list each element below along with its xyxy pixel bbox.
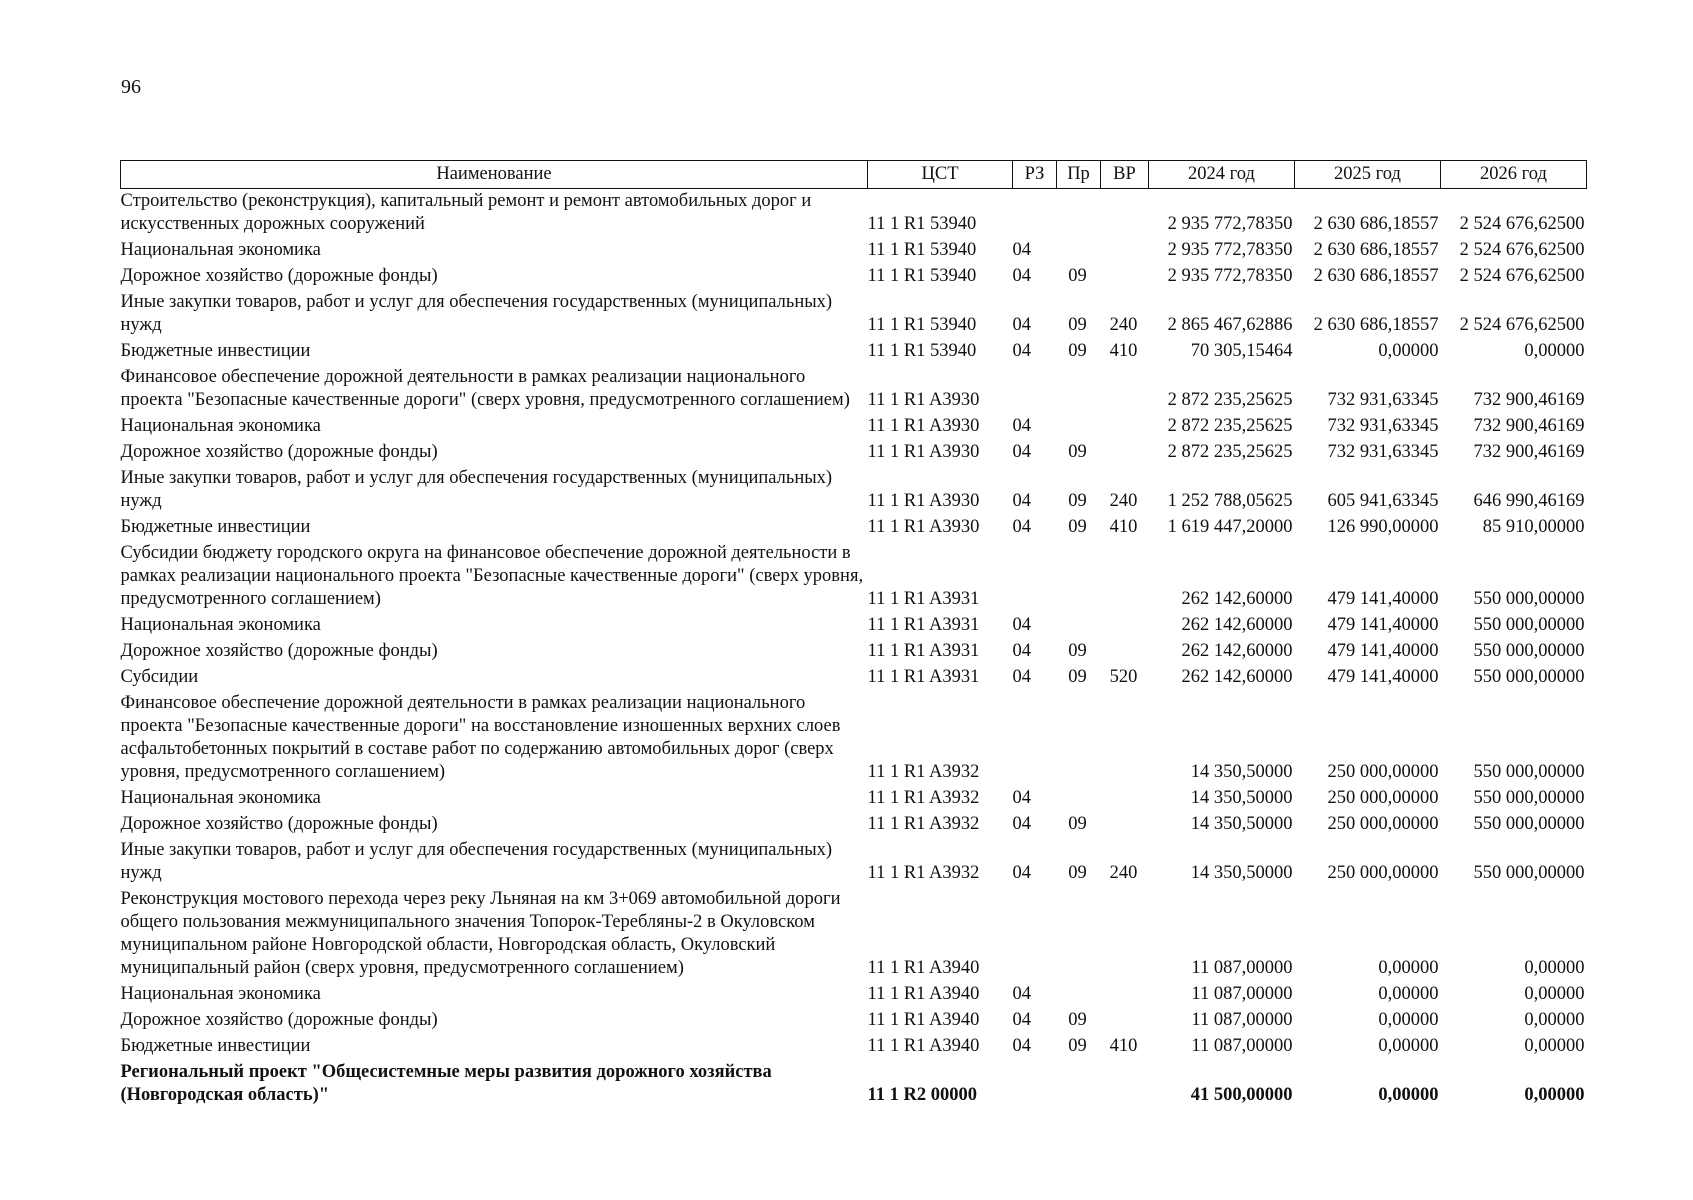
row-vr: [1101, 982, 1149, 1008]
table-row: [121, 290, 1587, 339]
header-pr: Пр: [1057, 161, 1101, 189]
row-rz: 04: [1012, 863, 1031, 883]
row-pr: 09: [1068, 315, 1087, 335]
row-2024: 1 252 788,05625: [1167, 491, 1293, 511]
row-2024: 41 500,00000: [1190, 1085, 1293, 1105]
header-rz: РЗ: [1013, 161, 1057, 189]
row-vr: [1101, 365, 1149, 414]
row-rz: 04: [1012, 315, 1031, 335]
row-cst: 11 1 R2 00000: [867, 1085, 977, 1105]
row-cst: 11 1 R1 A3932: [867, 814, 980, 834]
row-2024: 262 142,60000: [1181, 667, 1293, 687]
row-name: Национальная экономика: [120, 984, 321, 1004]
row-2024: 2 865 467,62886: [1167, 315, 1293, 335]
table-row: [121, 786, 1587, 812]
row-2025: 732 931,63345: [1327, 390, 1439, 410]
row-name: Иные закупки товаров, работ и услуг для обеспечения государственных (муниципальных) нужд: [120, 840, 833, 883]
row-rz: [1013, 1060, 1057, 1109]
row-rz: 04: [1012, 442, 1031, 462]
row-pr: 09: [1068, 814, 1087, 834]
table-row: [121, 1034, 1587, 1060]
row-vr: [1101, 887, 1149, 982]
row-name: Субсидии: [120, 667, 199, 687]
table-row: [121, 264, 1587, 290]
row-2024: 262 142,60000: [1181, 641, 1293, 661]
row-vr: [1101, 189, 1149, 239]
row-rz: 04: [1012, 1010, 1031, 1030]
row-cst: 11 1 R1 A3930: [867, 390, 980, 410]
row-2025: 0,00000: [1378, 984, 1439, 1004]
table-row: [121, 665, 1587, 691]
table-row: [121, 440, 1587, 466]
row-pr: [1057, 541, 1101, 613]
table-row: [121, 365, 1587, 414]
table-row: [121, 812, 1587, 838]
table-body: [121, 189, 1587, 1110]
row-cst: 11 1 R1 A3930: [867, 416, 980, 436]
row-cst: 11 1 R1 A3940: [867, 1036, 980, 1056]
row-2025: 0,00000: [1378, 1036, 1439, 1056]
row-vr: 410: [1109, 341, 1138, 361]
header-2025: 2025 год: [1295, 161, 1441, 189]
row-2024: 70 305,15464: [1190, 341, 1293, 361]
row-cst: 11 1 R1 53940: [867, 240, 977, 260]
row-2024: 2 872 235,25625: [1167, 390, 1293, 410]
row-vr: 240: [1109, 315, 1138, 335]
row-pr: 09: [1068, 266, 1087, 286]
row-pr: 09: [1068, 341, 1087, 361]
table-row: [121, 1008, 1587, 1034]
row-2024: 2 935 772,78350: [1167, 214, 1293, 234]
row-2025: 126 990,00000: [1327, 517, 1439, 537]
row-name: Финансовое обеспечение дорожной деятельности в рамках реализации национального проекта "Безопасные качественные дороги" (сверх уровня, предусмотренного соглашением): [120, 367, 850, 410]
row-2024: 14 350,50000: [1190, 762, 1293, 782]
row-2025: 0,00000: [1378, 1010, 1439, 1030]
row-2026: 550 000,00000: [1473, 641, 1585, 661]
row-cst: 11 1 R1 A3940: [867, 984, 980, 1004]
row-2025: 250 000,00000: [1327, 863, 1439, 883]
row-vr: [1101, 812, 1149, 838]
row-2026: 2 524 676,62500: [1459, 315, 1585, 335]
row-2025: 2 630 686,18557: [1313, 315, 1439, 335]
row-rz: 04: [1012, 491, 1031, 511]
row-cst: 11 1 R1 A3932: [867, 788, 980, 808]
row-vr: [1101, 1060, 1149, 1109]
row-rz: 04: [1012, 517, 1031, 537]
row-2025: 0,00000: [1378, 958, 1439, 978]
table-row: [121, 838, 1587, 887]
row-2026: 550 000,00000: [1473, 863, 1585, 883]
row-2026: 550 000,00000: [1473, 589, 1585, 609]
table-row: [121, 515, 1587, 541]
row-pr: [1057, 1060, 1101, 1109]
row-2025: 0,00000: [1378, 1085, 1439, 1105]
row-cst: 11 1 R1 A3940: [867, 1010, 980, 1030]
row-name: Строительство (реконструкция), капитальный ремонт и ремонт автомобильных дорог и искусственных дорожных сооружений: [120, 191, 812, 234]
row-2025: 605 941,63345: [1327, 491, 1439, 511]
header-cst: ЦСТ: [868, 161, 1013, 189]
table-row: [121, 238, 1587, 264]
table-header: [121, 161, 1587, 189]
row-cst: 11 1 R1 53940: [867, 266, 977, 286]
row-cst: 11 1 R1 A3931: [867, 615, 980, 635]
row-pr: 09: [1068, 517, 1087, 537]
row-2025: 2 630 686,18557: [1313, 266, 1439, 286]
header-2024: 2024 год: [1149, 161, 1295, 189]
row-2024: 2 935 772,78350: [1167, 266, 1293, 286]
row-2026: 0,00000: [1524, 1085, 1585, 1105]
row-2024: 2 872 235,25625: [1167, 442, 1293, 462]
table-row: [121, 691, 1587, 786]
row-2026: 0,00000: [1524, 341, 1585, 361]
row-name: Иные закупки товаров, работ и услуг для обеспечения государственных (муниципальных) нужд: [120, 468, 833, 511]
row-2025: 479 141,40000: [1327, 667, 1439, 687]
row-name: Национальная экономика: [120, 615, 321, 635]
row-pr: 09: [1068, 863, 1087, 883]
row-vr: [1101, 238, 1149, 264]
row-2025: 2 630 686,18557: [1313, 214, 1439, 234]
row-cst: 11 1 R1 A3930: [867, 491, 980, 511]
row-rz: 04: [1012, 814, 1031, 834]
row-2026: 2 524 676,62500: [1459, 266, 1585, 286]
row-2026: 0,00000: [1524, 958, 1585, 978]
header-name: Наименование: [121, 161, 868, 189]
row-name: Национальная экономика: [120, 788, 321, 808]
row-name: Реконструкция мостового перехода через реку Льняная на км 3+069 автомобильной дороги общего пользования межмуниципального значения Топорок-Теребляны-2 в Окуловском муниципальном районе Новгородской области, Новгородская область, Окуловский муниципальный район (сверх уровня, предусмотренного соглашением): [120, 889, 841, 978]
row-vr: 410: [1109, 517, 1138, 537]
row-rz: [1013, 887, 1057, 982]
header-2026: 2026 год: [1441, 161, 1587, 189]
row-pr: 09: [1068, 442, 1087, 462]
table-row: [121, 339, 1587, 365]
row-pr: 09: [1068, 667, 1087, 687]
table-row: [121, 189, 1587, 239]
row-cst: 11 1 R1 A3930: [867, 442, 980, 462]
table-row: [121, 1060, 1587, 1109]
row-2025: 0,00000: [1378, 341, 1439, 361]
row-2024: 262 142,60000: [1181, 615, 1293, 635]
row-2026: 550 000,00000: [1473, 615, 1585, 635]
row-vr: 240: [1109, 863, 1138, 883]
row-name: Дорожное хозяйство (дорожные фонды): [120, 814, 438, 834]
table-row: [121, 887, 1587, 982]
row-cst: 11 1 R1 A3931: [867, 589, 980, 609]
row-name: Дорожное хозяйство (дорожные фонды): [120, 641, 438, 661]
table-row: [121, 613, 1587, 639]
row-cst: 11 1 R1 53940: [867, 315, 977, 335]
row-pr: 09: [1068, 1036, 1087, 1056]
row-2025: 479 141,40000: [1327, 641, 1439, 661]
row-2026: 0,00000: [1524, 1010, 1585, 1030]
row-2026: 550 000,00000: [1473, 788, 1585, 808]
header-row: [121, 161, 1587, 189]
row-rz: 04: [1012, 1036, 1031, 1056]
row-rz: [1013, 189, 1057, 239]
row-2025: 250 000,00000: [1327, 788, 1439, 808]
row-name: Бюджетные инвестиции: [120, 341, 311, 361]
row-cst: 11 1 R1 53940: [867, 214, 977, 234]
page-number: 96: [121, 76, 141, 98]
row-vr: [1101, 613, 1149, 639]
row-2025: 2 630 686,18557: [1313, 240, 1439, 260]
row-2024: 14 350,50000: [1190, 863, 1293, 883]
table-row: [121, 541, 1587, 613]
budget-table: [120, 160, 1587, 1109]
row-name: Субсидии бюджету городского округа на финансовое обеспечение дорожной деятельности в рамках реализации национального проекта "Безопасные качественные дороги" (сверх уровня, предусмотренного соглашением): [120, 543, 864, 609]
row-name: Региональный проект "Общесистемные меры развития дорожного хозяйства (Новгородская область)": [120, 1062, 772, 1105]
row-vr: 240: [1109, 491, 1138, 511]
row-name: Дорожное хозяйство (дорожные фонды): [120, 266, 438, 286]
row-vr: [1101, 691, 1149, 786]
row-cst: 11 1 R1 A3932: [867, 762, 980, 782]
row-name: Национальная экономика: [120, 240, 321, 260]
row-vr: [1101, 264, 1149, 290]
row-2026: 0,00000: [1524, 1036, 1585, 1056]
row-rz: 04: [1012, 240, 1031, 260]
row-vr: 410: [1109, 1036, 1138, 1056]
row-pr: [1057, 887, 1101, 982]
row-cst: 11 1 R1 A3931: [867, 641, 980, 661]
row-2026: 732 900,46169: [1473, 390, 1585, 410]
row-2026: 550 000,00000: [1473, 667, 1585, 687]
row-2026: 646 990,46169: [1473, 491, 1585, 511]
row-2026: 550 000,00000: [1473, 762, 1585, 782]
row-pr: [1057, 189, 1101, 239]
row-pr: [1057, 365, 1101, 414]
row-vr: [1101, 440, 1149, 466]
row-2026: 732 900,46169: [1473, 442, 1585, 462]
row-2026: 2 524 676,62500: [1459, 214, 1585, 234]
row-pr: [1057, 982, 1101, 1008]
row-2025: 250 000,00000: [1327, 814, 1439, 834]
row-rz: [1013, 541, 1057, 613]
row-rz: 04: [1012, 667, 1031, 687]
row-2024: 11 087,00000: [1191, 958, 1293, 978]
row-pr: 09: [1068, 1010, 1087, 1030]
row-name: Национальная экономика: [120, 416, 321, 436]
row-rz: 04: [1012, 615, 1031, 635]
row-2024: 11 087,00000: [1191, 1010, 1293, 1030]
header-vr: ВР: [1101, 161, 1149, 189]
row-2025: 732 931,63345: [1327, 442, 1439, 462]
row-rz: [1013, 691, 1057, 786]
row-rz: 04: [1012, 641, 1031, 661]
row-2026: 0,00000: [1524, 984, 1585, 1004]
row-vr: [1101, 414, 1149, 440]
row-cst: 11 1 R1 A3940: [867, 958, 980, 978]
row-2025: 250 000,00000: [1327, 762, 1439, 782]
row-cst: 11 1 R1 A3930: [867, 517, 980, 537]
row-2026: 2 524 676,62500: [1459, 240, 1585, 260]
row-pr: [1057, 238, 1101, 264]
table-row: [121, 639, 1587, 665]
row-pr: [1057, 414, 1101, 440]
row-2024: 14 350,50000: [1190, 788, 1293, 808]
row-2025: 479 141,40000: [1327, 589, 1439, 609]
row-vr: [1101, 786, 1149, 812]
row-vr: [1101, 639, 1149, 665]
row-cst: 11 1 R1 A3932: [867, 863, 980, 883]
row-2024: 14 350,50000: [1190, 814, 1293, 834]
row-rz: 04: [1012, 266, 1031, 286]
row-rz: [1013, 365, 1057, 414]
row-cst: 11 1 R1 A3931: [867, 667, 980, 687]
row-name: Бюджетные инвестиции: [120, 1036, 311, 1056]
row-vr: [1101, 541, 1149, 613]
row-2024: 2 872 235,25625: [1167, 416, 1293, 436]
row-pr: [1057, 613, 1101, 639]
row-name: Финансовое обеспечение дорожной деятельности в рамках реализации национального проекта "Безопасные качественные дороги" на восстановление изношенных верхних слоев асфальтобетонных покрытий в составе работ по содержанию автомобильных дорог (сверх уровня, предусмотренного соглашением): [120, 693, 841, 782]
row-2024: 1 619 447,20000: [1167, 517, 1293, 537]
row-2026: 732 900,46169: [1473, 416, 1585, 436]
table-row: [121, 982, 1587, 1008]
row-cst: 11 1 R1 53940: [867, 341, 977, 361]
row-rz: 04: [1012, 984, 1031, 1004]
row-name: Иные закупки товаров, работ и услуг для обеспечения государственных (муниципальных) нужд: [120, 292, 833, 335]
row-2024: 11 087,00000: [1191, 1036, 1293, 1056]
row-pr: [1057, 691, 1101, 786]
row-vr: [1101, 1008, 1149, 1034]
row-rz: 04: [1012, 416, 1031, 436]
row-2026: 85 910,00000: [1482, 517, 1585, 537]
row-2026: 550 000,00000: [1473, 814, 1585, 834]
row-name: Бюджетные инвестиции: [120, 517, 311, 537]
row-2024: 2 935 772,78350: [1167, 240, 1293, 260]
row-name: Дорожное хозяйство (дорожные фонды): [120, 442, 438, 462]
row-2025: 732 931,63345: [1327, 416, 1439, 436]
row-pr: 09: [1068, 491, 1087, 511]
row-rz: 04: [1012, 788, 1031, 808]
row-pr: [1057, 786, 1101, 812]
table-row: [121, 414, 1587, 440]
row-pr: 09: [1068, 641, 1087, 661]
row-rz: 04: [1012, 341, 1031, 361]
row-name: Дорожное хозяйство (дорожные фонды): [120, 1010, 438, 1030]
row-2024: 262 142,60000: [1181, 589, 1293, 609]
row-2024: 11 087,00000: [1191, 984, 1293, 1004]
row-vr: 520: [1109, 667, 1138, 687]
row-2025: 479 141,40000: [1327, 615, 1439, 635]
table-row: [121, 466, 1587, 515]
